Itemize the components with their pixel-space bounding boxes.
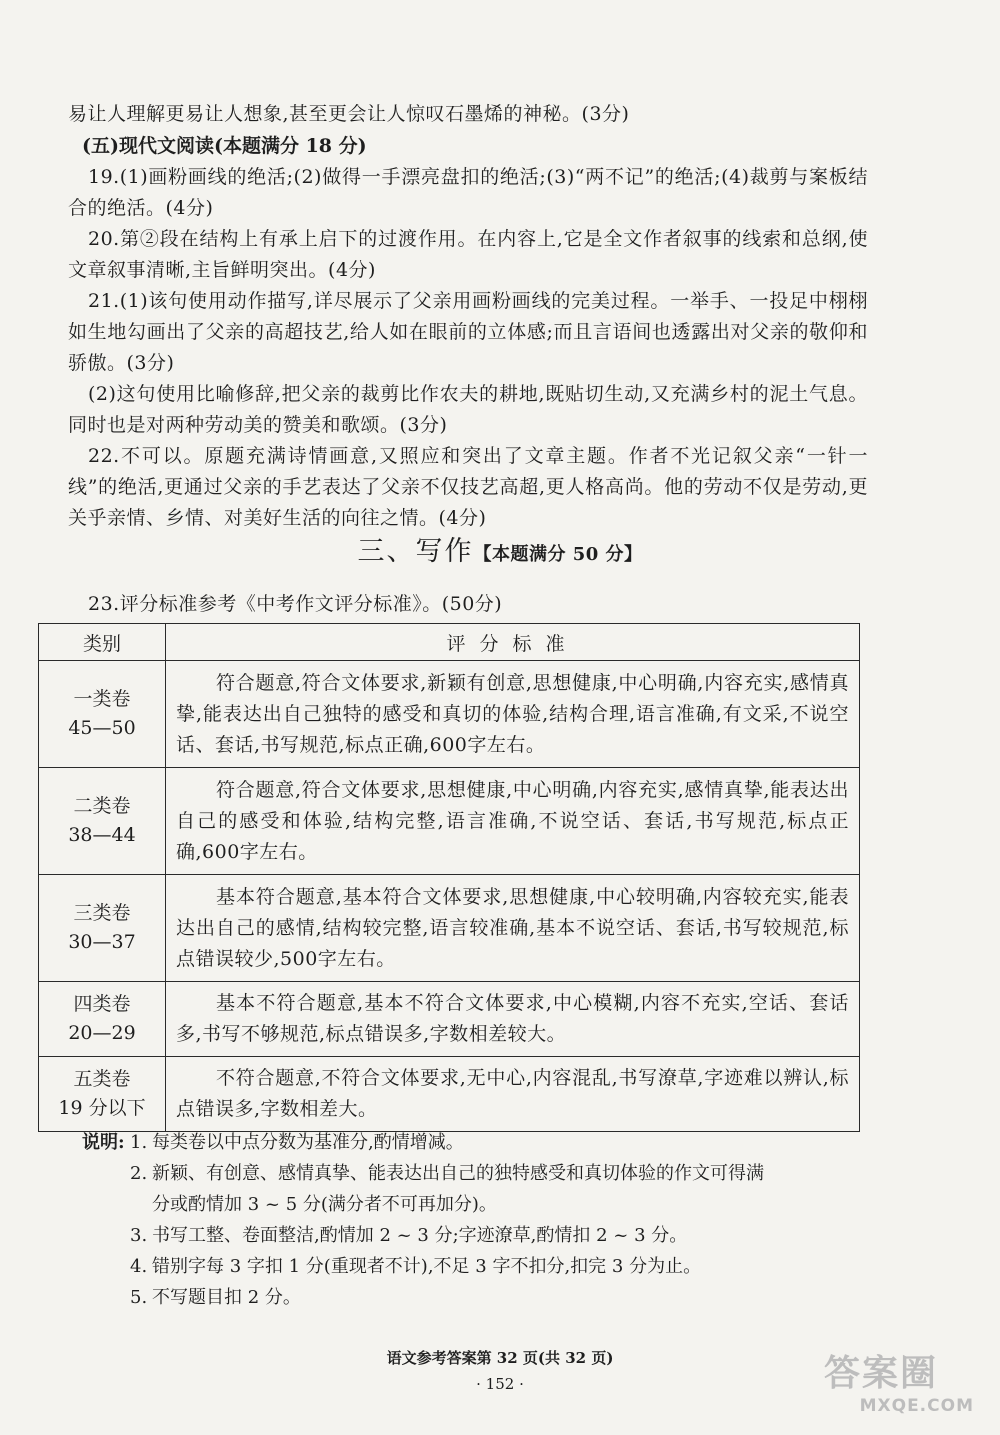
note-text: 书写工整、卷面整洁,酌情加 2 ~ 3 分;字迹潦草,酌情扣 2 ~ 3 分。 bbox=[152, 1225, 688, 1246]
note-number: 5. bbox=[130, 1287, 148, 1308]
table-header-row bbox=[39, 624, 860, 661]
grade-range: 38—44 bbox=[68, 824, 136, 846]
criteria-text: 基本不符合题意,基本不符合文体要求,中心模糊,内容不充实,空话、套话多,书写不够规范,标点错误多,字数相差较大。 bbox=[166, 982, 860, 1057]
grade-name: 二类卷 bbox=[73, 795, 131, 817]
note-item-continued bbox=[82, 1189, 872, 1220]
grade-cell bbox=[39, 982, 166, 1057]
watermark-url: MXQE.COM bbox=[859, 1396, 974, 1416]
answer-q19: 19.(1)画粉画线的绝活;(2)做得一手漂亮盘扣的绝活;(3)“两不记”的绝活;(4)裁剪与案板结合的绝活。(4分) bbox=[68, 166, 868, 219]
note-text: 错别字每 3 字扣 1 分(重现者不计),不足 3 字不扣分,扣完 3 分为止。 bbox=[152, 1256, 702, 1277]
q23-scoring-reference: 23.评分标准参考《中考作文评分标准》。(50分) bbox=[88, 593, 503, 615]
writing-title-score: 【本题满分 50 分】 bbox=[473, 544, 643, 565]
page-footer-caption: 语文参考答案第 32 页(共 32 页) bbox=[386, 1349, 614, 1367]
note-item bbox=[82, 1282, 872, 1313]
grade-range: 20—29 bbox=[68, 1022, 136, 1044]
note-number: 1. bbox=[130, 1132, 148, 1153]
grade-name: 五类卷 bbox=[73, 1068, 131, 1090]
continued-answer-line: 易让人理解更易让人想象,甚至更会让人惊叹石墨烯的神秘。(3分) bbox=[68, 103, 630, 125]
table-row bbox=[39, 768, 860, 875]
criteria-text: 不符合题意,不符合文体要求,无中心,内容混乱,书写潦草,字迹难以辨认,标点错误多,字数相差大。 bbox=[166, 1057, 860, 1132]
note-number: 2. bbox=[130, 1163, 148, 1184]
note-item bbox=[82, 1251, 872, 1282]
answer-q22: 22.不可以。原题充满诗情画意,又照应和突出了文章主题。作者不光记叙父亲“一针一线”的绝活,更通过父亲的手艺表达了父亲不仅技艺高超,更人格高尚。他的劳动不仅是劳动,更关乎亲情、乡情、对美好生活的向往之情。(4分) bbox=[68, 445, 868, 529]
grade-cell bbox=[39, 768, 166, 875]
header-criteria: 评分标准 bbox=[166, 624, 860, 661]
table-row bbox=[39, 661, 860, 768]
note-text: 分或酌情加 3 ~ 5 分(满分者不可再加分)。 bbox=[152, 1194, 497, 1215]
notes-label: 说明: bbox=[82, 1132, 125, 1153]
table-row bbox=[39, 1057, 860, 1132]
scoring-table bbox=[38, 623, 860, 1132]
note-text: 不写题目扣 2 分。 bbox=[152, 1287, 301, 1308]
table-row bbox=[39, 982, 860, 1057]
grade-range: 19 分以下 bbox=[58, 1097, 146, 1119]
grade-name: 三类卷 bbox=[73, 902, 131, 924]
page-number: · 152 · bbox=[476, 1375, 524, 1393]
grade-name: 一类卷 bbox=[73, 688, 131, 710]
criteria-text: 符合题意,符合文体要求,新颖有创意,思想健康,中心明确,内容充实,感情真挚,能表达出自己独特的感受和真切的体验,结构合理,语言准确,有文采,不说空话、套话,书写规范,标点正确,600字左右。 bbox=[166, 661, 860, 768]
grade-cell bbox=[39, 875, 166, 982]
note-number: 3. bbox=[130, 1225, 148, 1246]
grade-name: 四类卷 bbox=[73, 993, 131, 1015]
notes-block bbox=[82, 1127, 872, 1313]
criteria-text: 符合题意,符合文体要求,思想健康,中心明确,内容充实,感情真挚,能表达出自己的感受和体验,结构完整,语言准确,不说空话、套话,书写规范,标点正确,600字左右。 bbox=[166, 768, 860, 875]
answer-q21-part2: (2)这句使用比喻修辞,把父亲的裁剪比作农夫的耕地,既贴切生动,又充满乡村的泥土气息。同时也是对两种劳动美的赞美和歌颂。(3分) bbox=[68, 383, 868, 436]
section-five-heading: (五)现代文阅读(本题满分 18 分) bbox=[82, 135, 367, 157]
note-text: 新颖、有创意、感情真挚、能表达出自己的独特感受和真切体验的作文可得满 bbox=[152, 1163, 764, 1184]
grade-cell bbox=[39, 1057, 166, 1132]
answer-q20: 20.第②段在结构上有承上启下的过渡作用。在内容上,它是全文作者叙事的线索和总纲,使文章叙事清晰,主旨鲜明突出。(4分) bbox=[68, 228, 868, 281]
header-category: 类别 bbox=[39, 624, 166, 661]
note-text: 每类卷以中点分数为基准分,酌情增减。 bbox=[152, 1132, 464, 1153]
site-watermark bbox=[824, 1345, 974, 1419]
writing-title-text: 三、写作 bbox=[357, 536, 474, 567]
writing-section-title bbox=[0, 532, 1000, 575]
table-row bbox=[39, 875, 860, 982]
note-item bbox=[82, 1127, 872, 1158]
grade-range: 45—50 bbox=[68, 717, 136, 739]
note-number: 4. bbox=[130, 1256, 148, 1277]
answer-q21-part1: 21.(1)该句使用动作描写,详尽展示了父亲用画粉画线的完美过程。一举手、一投足中栩栩如生地勾画出了父亲的高超技艺,给人如在眼前的立体感;而且言语间也透露出对父亲的敬仰和骄傲。(3分) bbox=[68, 290, 868, 374]
grade-range: 30—37 bbox=[68, 931, 136, 953]
note-item bbox=[82, 1220, 872, 1251]
watermark-logo-text: 答案圈 bbox=[824, 1353, 939, 1394]
note-item bbox=[82, 1158, 872, 1189]
criteria-text: 基本符合题意,基本符合文体要求,思想健康,中心较明确,内容较充实,能表达出自己的感情,结构较完整,语言较准确,基本不说空话、套话,书写较规范,标点错误较少,500字左右。 bbox=[166, 875, 860, 982]
grade-cell bbox=[39, 661, 166, 768]
